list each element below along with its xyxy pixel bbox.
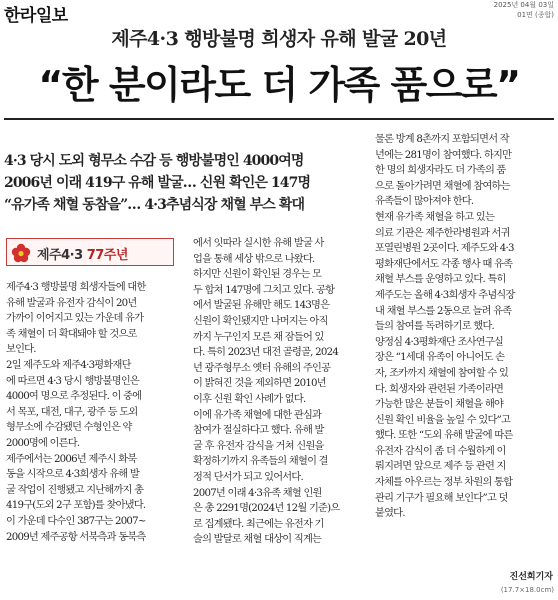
camellia-flower-icon [11,243,31,263]
body-text-line: 들의 참여를 독려하기로 했다. [375,321,495,333]
section-tag-number: 77주년 [86,248,128,263]
body-text-line: 유전자 감식이 좀 더 수월하게 이 [375,445,506,457]
body-text-line: 에서 발굴된 유해만 해도 143명은 [193,300,330,312]
body-text-line: 붙였다. [375,508,405,520]
body-text-line: 년 광주형무소 옛터 유해의 주인공 [193,362,331,374]
main-headline: “한 분이라도 더 가족 품으로” [38,63,520,107]
page-number: 01면 (종합) [517,11,554,19]
reporter-byline: 진선희기자 [509,572,553,582]
body-text-line: 채혈 부스를 운영하고 있다. 특히 [375,274,506,286]
body-text-line: 제주4·3 행방불명 희생자들에 대한 [6,282,146,293]
subheadline: “유가족 채혈 동참을”… 4·3추념식장 채혈 부스 확대 [4,197,305,213]
section-tag-text [37,244,128,263]
body-text-line: 족 채혈이 더 확대돼야 할 것으로 [6,328,137,340]
body-text-line: 양정심 4·3평화재단 조사연구실 [375,336,504,348]
body-text-line: 서 목포, 대전, 대구, 광주 등 도외 [6,406,138,418]
body-text-line: 자체를 아우르는 정부 차원의 통합 [375,477,513,489]
body-text-line: 업을 통해 세상 밖으로 나왔다. [193,253,315,265]
body-text-line: 4000여 명으로 추정된다. 이 중에 [6,391,142,403]
body-column-2 [193,236,368,548]
body-text-line: 내 채혈 부스를 2동으로 늘려 유족 [375,305,512,317]
body-text-line: 물론 방계 8촌까지 포함되면서 작 [375,134,509,145]
body-text-line: 했다. 또한 “도외 유해 발굴에 따른 [375,430,513,442]
body-text-line: 제주에서는 2006년 제주시 화북 [6,453,137,465]
body-text-line: 이후 신원 확인 사례가 없다. [193,393,306,405]
kicker-headline: 제주4·3 행방불명 희생자 유해 발굴 20년 [111,28,447,50]
publication-date: 2025년 04월 03일 [493,1,554,9]
body-text-line: 보인다. [6,344,36,356]
masthead [0,0,558,26]
body-text-line: 이 밝혀진 것을 제외하면 2010년 [193,378,326,390]
body-text-line: 한 명의 희생자라도 더 가족의 품 [375,165,506,177]
body-text-line: 2000명에 이른다. [6,437,80,449]
body-text-line: 으로 돌아가려면 채혈에 참여하는 [375,180,510,192]
body-text-line: 현재 유가족 채혈을 하고 있는 [375,211,495,223]
body-text-line: 장은 “1세대 유족이 아니어도 손 [375,352,505,364]
body-text-line: 술의 발달로 채혈 대상이 직계는 [193,534,322,546]
body-text-line: 년에는 281명이 참여했다. 하지만 [375,149,512,161]
body-text-line: 이에 유가족 채혈에 대한 관심과 [193,409,322,421]
body-text-line: 굴 후 유전자 감식을 거쳐 신원을 [193,440,324,452]
body-text-line: 2일 제주도와 제주4·3평화재단 [6,359,131,371]
body-text-line: 두 합쳐 147명에 그치고 있다. 공항 [193,284,335,296]
newspaper-name: 한라일보 [4,6,68,26]
section-tag [6,238,174,266]
body-text-line: 419구(도외 2구 포함)를 찾아냈다. [6,500,146,512]
body-text-line: 신원이 확인됐지만 나머지는 아직 [193,315,328,327]
body-text-line: 뤄지려면 앞으로 제주 등 관련 지 [375,461,506,473]
body-text-line: 가능한 많은 분들이 채혈을 해야 [375,399,504,411]
body-text-line: 2007년 이래 4·3유족 채혈 인원 [193,487,322,499]
section-tag-label: 제주4·3 [37,248,83,263]
body-text-line: 유해 발굴과 유전자 감식이 20년 [6,297,137,309]
body-text-line: 제주도는 올해 4·3희생자 추념식장 [375,289,515,301]
headline-divider [4,118,554,120]
body-text-line: 굴 작업이 진행됐고 지난해까지 총 [6,484,144,496]
body-text-line: 신원 확인 비율을 높일 수 있다”고 [375,414,511,426]
body-text-line: 의료 기관은 제주한라병원과 서귀 [375,227,510,239]
body-text-line: 다. 희생자와 관련된 가족이라면 [375,383,504,395]
body-column-1 [6,280,186,545]
body-text-line: 은 총 2291명(2024년 12월 기준)으 [193,503,340,515]
body-text-line: 형무소에 수감됐던 수형인은 약 [6,422,132,434]
body-text-line: 포열린병원 2곳이다. 제주도와 4·3 [375,243,514,255]
body-text-line: 확정하기까지 유족들의 채혈이 결 [193,456,328,468]
subheadlines [4,150,364,216]
article-dimensions: (17.7×18.0cm) [500,586,554,594]
body-text-line: 자, 조카까지 채혈에 참여할 수 있 [375,367,509,379]
body-text-line: 동을 시작으로 4·3희생자 유해 발 [6,469,139,481]
body-text-line: 다. 특히 2023년 대전 골령골, 2024 [193,347,339,359]
body-text-line: 관리 기구가 필요해 보인다”고 덧 [375,492,508,504]
body-text-line: 참여가 절실하다고 했다. 유해 발 [193,425,324,437]
body-text-line: 까지 누구인지 모른 채 잠들어 있 [193,331,324,343]
subheadline: 2006년 이래 419구 유해 발굴… 신원 확인은 147명 [4,175,311,191]
body-text-line: 이 가운데 다수인 387구는 2007~ [6,515,146,527]
body-text-line: 에 따르면 4·3 당시 행방불명인은 [6,375,139,387]
body-text-line: 로 집계됐다. 최근에는 유전자 기 [193,518,324,530]
body-text-line: 가까이 이어지고 있는 가운데 유가 [6,313,144,325]
body-text-line: 평화재단에서도 각종 행사 때 유족 [375,258,513,270]
body-text-line: 하지만 신원이 확인된 경우는 모 [193,269,322,281]
body-text-line: 유족들이 많아져야 한다. [375,196,474,208]
body-text-line: 정적 단서가 되고 있어서다. [193,471,303,483]
body-column-3 [375,132,555,522]
subheadline: 4·3 당시 도외 형무소 수감 등 행방불명인 4000여명 [4,153,304,169]
body-text-line: 에서 잇따라 실시한 유해 발굴 사 [193,238,324,249]
body-text-line: 2009년 제주공항 서북측과 동북측 [6,531,146,543]
